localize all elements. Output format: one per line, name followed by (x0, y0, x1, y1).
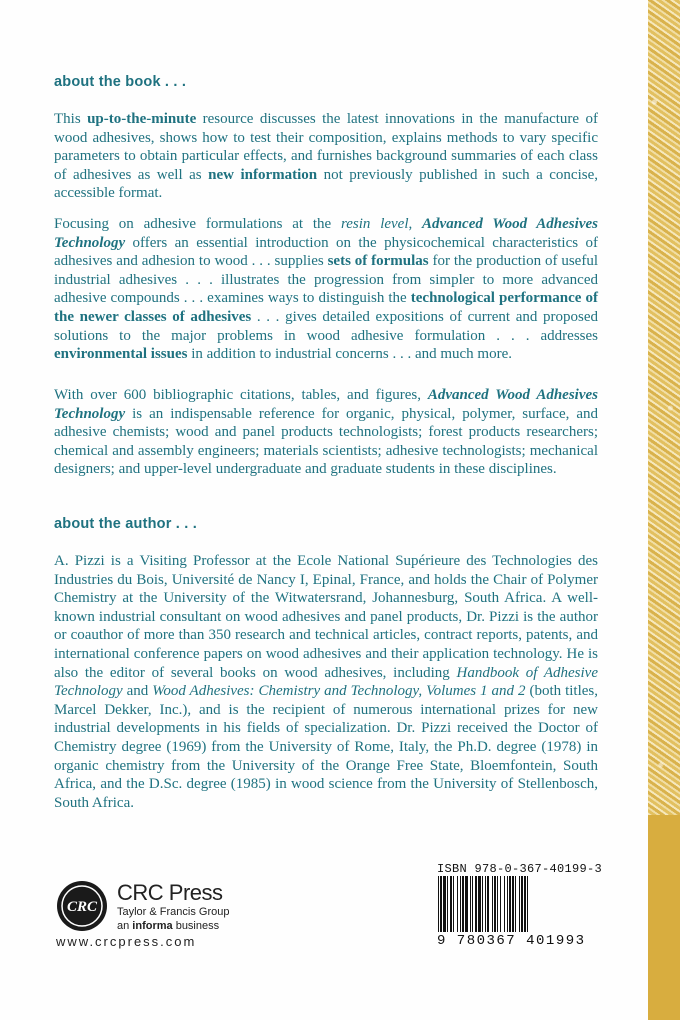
barcode-bar (507, 876, 508, 932)
publisher-informa-line (117, 920, 219, 932)
text-span: not previously published in such a concise, accessible format. (54, 166, 598, 202)
publisher-url: www.crcpress.com (56, 934, 197, 949)
barcode-bar (462, 876, 464, 932)
barcode-bar (519, 876, 520, 932)
text-span: for the production of useful industrial adhesives . . . illustrates the progression from simpler to more advanced adhesive compounds . . . examines ways to distinguish the (54, 253, 598, 307)
text-span: and (122, 683, 153, 700)
emphasis-new-information: new information (208, 166, 318, 183)
book-title: Advanced Wood Adhesives Technology (54, 216, 598, 251)
barcode-bar (512, 876, 514, 932)
barcode-bar (487, 876, 489, 932)
spine-texture (648, 0, 680, 1020)
book-title: Advanced Wood Adhesives Technology (54, 387, 598, 422)
barcode-bar (485, 876, 486, 932)
italic-wood-adhesives-title: Wood Adhesives: Chemistry and Technology, Volumes 1 and 2 (152, 683, 526, 700)
barcode-bar (504, 876, 505, 932)
barcode-bar (497, 876, 498, 932)
text-span: offers an essential introduction on the physicochemical characteristics of adhesives and adhesion to wood . . . supplies (54, 234, 598, 270)
text-span: business (172, 920, 220, 932)
text-span: is an indispensable reference for organic, physical, polymer, surface, and adhesive chemists; wood and panel products technologists; forest products researchers; chemical and assembly engineers; materials scientists; adhesive technologists; mechanical designers; and upper-level undergraduate and graduate students in these disciplines. (54, 405, 598, 478)
barcode-bar (478, 876, 481, 932)
barcode-bar (447, 876, 448, 932)
publisher-name: CRC Press (117, 880, 223, 905)
italic-handbook-title: Handbook of Adhesive Technology (54, 664, 598, 700)
emphasis-environmental-issues: environmental issues (54, 346, 188, 363)
text-span: A. Pizzi is a Visiting Professor at the Ecole National Supérieure des Technologies des Industries du Bois, Université de Nancy I, Epinal, France, and holds the Chair of Polymer Chemistry at the University of the Witwatersrand, Johannesburg, South Africa. A well-known industrial consultant on wood adhesives and panel products, Dr. Pizzi is the author or coauthor of more than 350 research and technical articles, contract reports, patents, and international conference papers on wood adhesives and their application technology. He is also the editor of several books on wood adhesives, including (54, 553, 598, 681)
about-book-heading: about the book . . . (54, 74, 187, 90)
barcode-bar (492, 876, 493, 932)
barcode-bar (470, 876, 471, 932)
emphasis-sets-of-formulas: sets of formulas (327, 253, 429, 270)
barcode-bar (515, 876, 516, 932)
text-span: in addition to industrial concerns . . . and much more. (187, 346, 512, 363)
barcode-bar (443, 876, 446, 932)
text-span: . . . gives detailed expositions of current and proposed solutions to the major problems in wood adhesive formulation . . . addresses (54, 308, 598, 344)
barcode-bar (475, 876, 477, 932)
barcode-bar (460, 876, 461, 932)
barcode-bar (438, 876, 439, 932)
text-span: With over 600 bibliographic citations, tables, and figures, (54, 387, 428, 403)
barcode-bar (509, 876, 511, 932)
informa-brand: informa (132, 920, 173, 932)
about-book-paragraph-3 (54, 386, 598, 479)
barcode-bar (457, 876, 458, 932)
text-span: resource discusses the latest innovations in the manufacture of wood adhesives, shows how to test their composition, explains methods to vary specific parameters to obtain particular effects, and furnishes background summaries of each class of adhesives as well as (54, 111, 598, 183)
barcode-bar (440, 876, 442, 932)
text-span: This (54, 111, 88, 127)
barcode-bar (500, 876, 501, 932)
barcode-bar (450, 876, 452, 932)
text-span: , (408, 216, 423, 232)
barcode-bar (494, 876, 496, 932)
isbn-label: ISBN 978-0-367-40199-3 (437, 862, 603, 876)
barcode-bar (527, 876, 528, 932)
barcode-digits: 9 780367 401993 (437, 933, 586, 949)
barcode-bar (465, 876, 468, 932)
text-span: Focusing on adhesive formulations at the (54, 216, 341, 232)
text-span: an (117, 920, 133, 932)
italic-resin-level: resin level (340, 216, 409, 232)
barcode-bar (453, 876, 454, 932)
crc-logo-icon (56, 880, 108, 932)
about-book-paragraph-1 (54, 110, 598, 203)
barcode-bar (472, 876, 473, 932)
emphasis-up-to-the-minute: up-to-the-minute (87, 111, 197, 127)
barcode-bar (482, 876, 483, 932)
about-book-paragraph-2 (54, 215, 598, 364)
barcode-bar (521, 876, 523, 932)
barcode (437, 876, 585, 932)
publisher-group: Taylor & Francis Group (117, 906, 230, 918)
about-author-paragraph (54, 552, 598, 812)
about-author-heading: about the author . . . (54, 516, 197, 532)
emphasis-technological-performance: technological performance of the newer classes of adhesives (54, 290, 598, 325)
text-span: (both titles, Marcel Dekker, Inc.), and is the recipient of numerous international prizes for new industrial developments in his fields of specialization. Dr. Pizzi received the Doctor of Chemistry degree (1969) from the University of Rome, Italy, the Ph.D. degree (1978) in organic chemistry from the University of the Orange Free State, Bloemfontein, South Africa, and the D.Sc. degree (1985) in wood science from the University of Stellenbosch, South Africa. (54, 683, 598, 811)
logo-text: CRC (66, 899, 98, 915)
spine-solid-band (648, 815, 680, 1020)
barcode-bar (524, 876, 526, 932)
